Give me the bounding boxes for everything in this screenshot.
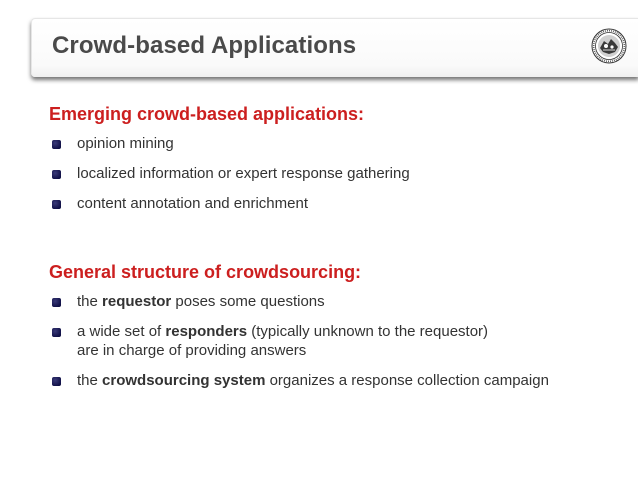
bullet-text-post: poses some questions [171, 293, 325, 310]
university-seal-icon [591, 28, 627, 64]
section-emerging-applications [49, 104, 629, 224]
list-item [49, 134, 629, 153]
bullet-text-pre: a wide set of [77, 323, 166, 340]
bullet-list [49, 292, 629, 390]
slide-title: Crowd-based Applications [52, 32, 357, 59]
bullet-icon [52, 170, 61, 179]
section-heading: General structure of crowdsourcing: [49, 262, 362, 282]
bullet-icon [52, 200, 61, 209]
bullet-text-bold: crowdsourcing system [102, 372, 266, 389]
bullet-icon [52, 328, 61, 337]
bullet-text: localized information or expert response gathering [77, 165, 410, 182]
list-item [49, 322, 629, 360]
bullet-icon [52, 298, 61, 307]
bullet-text: opinion mining [77, 135, 174, 152]
bullet-text-pre: the [77, 372, 103, 389]
list-item [49, 164, 629, 183]
section-heading: Emerging crowd-based applications: [49, 104, 365, 124]
bullet-text-pre: the [77, 293, 103, 310]
bullet-icon [52, 140, 61, 149]
bullet-icon [52, 377, 61, 386]
bullet-text-continuation: are in charge of providing answers [77, 342, 307, 359]
list-item [49, 194, 629, 213]
bullet-text: content annotation and enrichment [77, 195, 308, 212]
bullet-text-bold: requestor [102, 293, 172, 310]
section-general-structure [49, 262, 629, 401]
bullet-list [49, 134, 629, 213]
list-item [49, 292, 629, 311]
bullet-text-post: (typically unknown to the requestor) [247, 323, 489, 340]
list-item [49, 371, 629, 390]
bullet-text-post: organizes a response collection campaign [265, 372, 549, 389]
title-bar [31, 18, 638, 77]
bullet-text-bold: responders [165, 323, 248, 340]
